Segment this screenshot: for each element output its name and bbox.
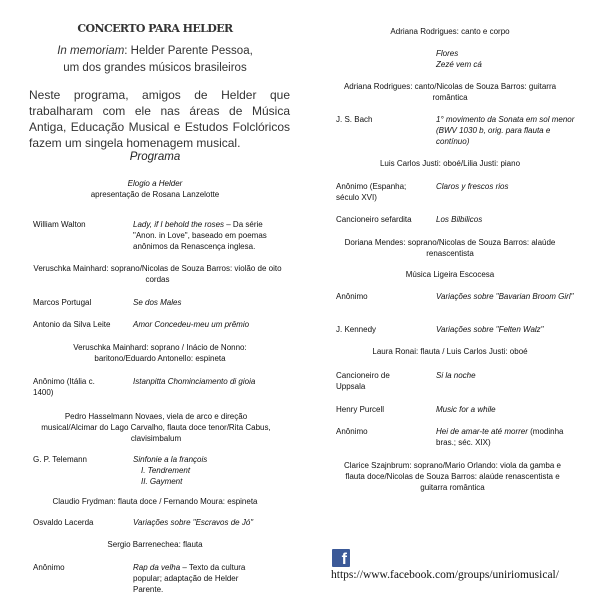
performers-4: Claudio Frydman: flauta doce / Fernando Moura: espineta (52, 497, 258, 506)
composer: Cancioneiro de Uppsala (336, 371, 390, 391)
composer: Antonio da Silva Leite (33, 320, 111, 329)
composer: Anônimo (336, 427, 368, 436)
memoriam-rest: : Helder Parente Pessoa, (124, 45, 253, 57)
performers-9: Doriana Mendes: soprano/Nicolas de Souza Barros: alaúde renascentista (344, 238, 556, 258)
memoriam-line2: um dos grandes músicos brasileiros (63, 62, 247, 74)
intro-paragraph: Neste programa, amigos de Helder que trabalharam com ele nas áreas de Música Antiga, Educação Musical e Estudos Folclóricos fazem um singela homenagem musical. (29, 88, 290, 150)
work: Variações sobre "Bavarian Broom Girl" (436, 292, 574, 301)
performers-2: Veruschka Mainhard: soprano / Inácio de Nonno: baritono/Eduardo Antonello: espineta (73, 343, 247, 363)
work: 1° movimento da Sonata em sol menor (BWV 1030 b, orig. para flauta e contínuo) (436, 115, 575, 146)
work-title: Hei de amar-te até morrer (436, 427, 528, 436)
composer: J. Kennedy (336, 325, 377, 334)
composer: J. S. Bach (336, 115, 373, 124)
work: Music for a while (436, 405, 496, 414)
composer: Marcos Portugal (33, 298, 92, 307)
works-list-a (436, 48, 482, 70)
work: Flores (436, 49, 459, 58)
elogio-title: Elogio a Helder (127, 179, 183, 188)
memoriam-italic: In memoriam (57, 45, 125, 57)
work: Se dos Males (133, 298, 182, 307)
elogio-subtitle: apresentação de Rosana Lanzelotte (90, 190, 220, 199)
composer: Osvaldo Lacerda (33, 518, 94, 527)
work (133, 562, 261, 595)
work: Si la noche (436, 371, 476, 380)
performers-5: Sergio Barrenechea: flauta (107, 540, 203, 549)
performers-7: Adriana Rodrigues: canto/Nicolas de Souza Barros: guitarra romântica (343, 82, 557, 102)
work-note: (modinha bras.; séc. XIX) (436, 427, 564, 447)
work: Istanpitta Chominciamento di gioia (133, 377, 256, 386)
work: Amor Concedeu-meu um prêmio (133, 320, 250, 329)
work-title: Lady, if I behold the roses (133, 220, 225, 229)
composer: Cancioneiro sefardita (336, 215, 412, 224)
work-title: Rap da velha (133, 563, 181, 572)
memoriam-text (0, 43, 310, 77)
work: Claros y frescos rios (436, 182, 509, 191)
work-note: – Texto da cultura popular; adaptação de Helder Parente. (133, 563, 246, 594)
work-title: Sinfonie a la françois (133, 455, 208, 464)
facebook-group-link[interactable]: https://www.facebook.com/groups/uniriomusical/ (331, 569, 559, 581)
composer: Anônimo (33, 563, 65, 572)
performers-8: Luis Carlos Justi: oboé/Lilia Justi: piano (379, 159, 521, 168)
work (436, 426, 584, 448)
performers-1: Veruschka Mainhard: soprano/Nicolas de Souza Barros: violão de oito cordas (33, 264, 282, 284)
programa-heading: Programa (129, 151, 181, 163)
work (133, 454, 283, 487)
performers-10: Laura Ronai: flauta / Luis Carlos Justi: oboé (372, 347, 528, 356)
movement-1: I. Tendrement (141, 466, 191, 475)
facebook-icon[interactable] (332, 549, 350, 567)
work: Variações sobre "Felten Walz" (436, 325, 544, 334)
work: Zezé vem cá (436, 60, 482, 69)
composer: Anônimo (Itália c. 1400) (33, 377, 95, 397)
work-note: – Da série "Anon. in Love", baseado em poemas anônimos da Renascença inglesa. (133, 220, 267, 251)
composer: Anônimo (Espanha; século XVI) (336, 182, 407, 202)
composer: William Walton (33, 220, 86, 229)
work: Variações sobre "Escravos de Jó" (133, 518, 254, 527)
composer: Henry Purcell (336, 405, 385, 414)
work: Los Bilbilicos (436, 215, 483, 224)
composer: G. P. Telemann (33, 455, 87, 464)
composer: Anônimo (336, 292, 368, 301)
performers-6: Adriana Rodrigues: canto e corpo (390, 27, 510, 36)
performers-11: Clarice Szajnbrum: soprano/Mario Orlando: viola da gamba e flauta doce/Nicolas de Souza Barros: alaúde renascentista e guitarra romântica (344, 461, 561, 492)
section-heading: Música Ligeira Escocesa (405, 270, 495, 279)
movement-2: II. Gayment (141, 477, 183, 486)
concert-title: CONCERTO PARA HELDER (77, 22, 233, 35)
facebook-glyph: f (341, 551, 347, 568)
performers-3: Pedro Hasselmann Novaes, viela de arco e direção musical/Alcimar do Lago Carvalho, flauta doce tenor/Rita Cabus, clavisimbalum (41, 412, 271, 443)
work (133, 219, 283, 252)
